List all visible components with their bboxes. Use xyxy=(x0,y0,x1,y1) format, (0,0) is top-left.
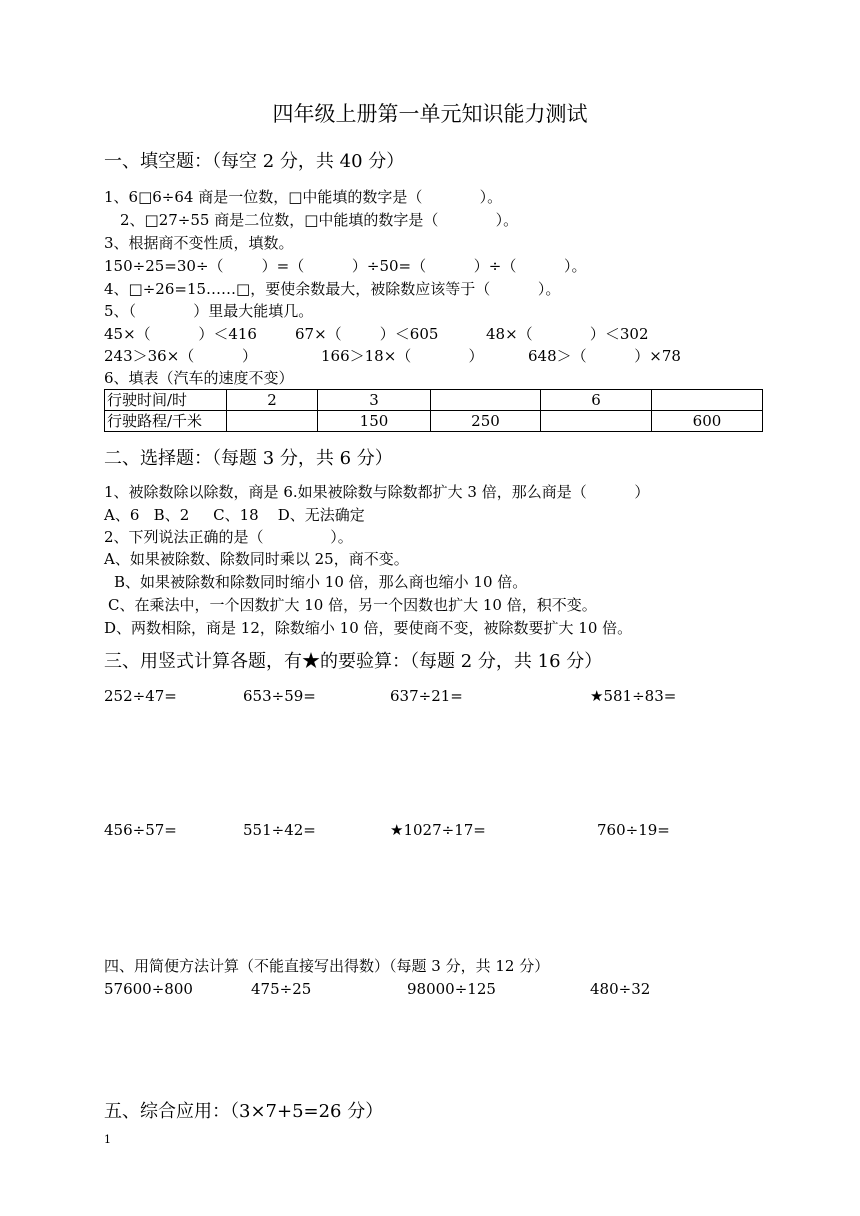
question-1-5-item: 45×（ ）＜416 xyxy=(104,325,257,343)
question-1-5-item: 648＞（ ）×78 xyxy=(528,347,681,365)
question-1-5-item: 48×（ ）＜302 xyxy=(486,325,649,343)
simple-calc-problem: 57600÷800 xyxy=(104,980,193,998)
question-1-5-item: 243＞36×（ ） xyxy=(104,347,257,365)
section-5-heading: 五、综合应用：（3×7+5=26 分） xyxy=(104,1101,384,1122)
table-cell xyxy=(227,411,318,432)
calc-problem: 760÷19= xyxy=(597,821,670,839)
question-2-2-option-c: C、在乘法中，一个因数扩大 10 倍，另一个因数也扩大 10 倍，积不变。 xyxy=(108,596,597,614)
calc-problem: 637÷21= xyxy=(390,687,463,705)
question-1-3-equation: 150÷25=30÷（ ）=（ ）÷50=（ ）÷（ ）。 xyxy=(104,257,587,275)
question-2-2-option-d: D、两数相除，商是 12，除数缩小 10 倍，要使商不变，被除数要扩大 10 倍。 xyxy=(104,619,633,637)
question-1-5: 5、（ ）里最大能填几。 xyxy=(104,302,314,320)
table-cell xyxy=(541,411,652,432)
table-cell: 600 xyxy=(652,411,763,432)
question-2-2-option-a: A、如果被除数、除数同时乘以 25，商不变。 xyxy=(104,550,409,568)
question-1-2: 2、□27÷55 商是二位数，□中能填的数字是（ ）。 xyxy=(120,211,519,229)
table-cell xyxy=(431,390,541,411)
question-1-5-item: 166＞18×（ ） xyxy=(321,347,484,365)
question-2-2-option-b: B、如果被除数和除数同时缩小 10 倍，那么商也缩小 10 倍。 xyxy=(114,573,528,591)
section-3-heading: 三、用竖式计算各题，有★的要验算：（每题 2 分，共 16 分） xyxy=(104,651,603,672)
section-2-heading: 二、选择题：（每题 3 分，共 6 分） xyxy=(104,448,393,469)
calc-problem: 252÷47= xyxy=(104,687,177,705)
calc-problem: 653÷59= xyxy=(243,687,316,705)
simple-calc-problem: 98000÷125 xyxy=(407,980,496,998)
calc-problem: 456÷57= xyxy=(104,821,177,839)
question-1-1: 1、6□6÷64 商是一位数，□中能填的数字是（ ）。 xyxy=(104,188,503,206)
calc-problem: ★1027÷17= xyxy=(390,821,486,839)
table-cell: 行驶时间/时 xyxy=(105,390,227,411)
simple-calc-problem: 480÷32 xyxy=(590,980,651,998)
section-4-heading: 四、用简便方法计算（不能直接写出得数）（每题 3 分，共 12 分） xyxy=(104,957,550,975)
speed-table xyxy=(104,389,763,432)
table-row xyxy=(105,411,763,432)
table-cell: 6 xyxy=(541,390,652,411)
page-number: 1 xyxy=(104,1133,111,1146)
calc-problem: ★581÷83= xyxy=(590,687,677,705)
question-1-5-item: 67×（ ）＜605 xyxy=(295,325,439,343)
question-1-3: 3、根据商不变性质，填数。 xyxy=(104,234,294,252)
table-cell xyxy=(652,390,763,411)
table-cell: 150 xyxy=(318,411,431,432)
table-cell: 250 xyxy=(431,411,541,432)
table-cell: 3 xyxy=(318,390,431,411)
question-2-1: 1、被除数除以除数，商是 6.如果被除数与除数都扩大 3 倍，那么商是（ ） xyxy=(104,483,650,501)
page-title: 四年级上册第一单元知识能力测试 xyxy=(272,102,588,126)
table-row xyxy=(105,390,763,411)
simple-calc-problem: 475÷25 xyxy=(251,980,312,998)
table-cell: 2 xyxy=(227,390,318,411)
section-1-heading: 一、填空题：（每空 2 分，共 40 分） xyxy=(104,151,405,172)
calc-problem: 551÷42= xyxy=(243,821,316,839)
question-2-2: 2、下列说法正确的是（ ）。 xyxy=(104,528,353,546)
table-cell: 行驶路程/千米 xyxy=(105,411,227,432)
question-1-4: 4、□÷26=15……□，要使余数最大，被除数应该等于（ ）。 xyxy=(104,280,561,298)
question-2-1-options: A、6 B、2 C、18 D、无法确定 xyxy=(104,506,365,524)
question-1-6: 6、填表（汽车的速度不变） xyxy=(104,369,294,387)
